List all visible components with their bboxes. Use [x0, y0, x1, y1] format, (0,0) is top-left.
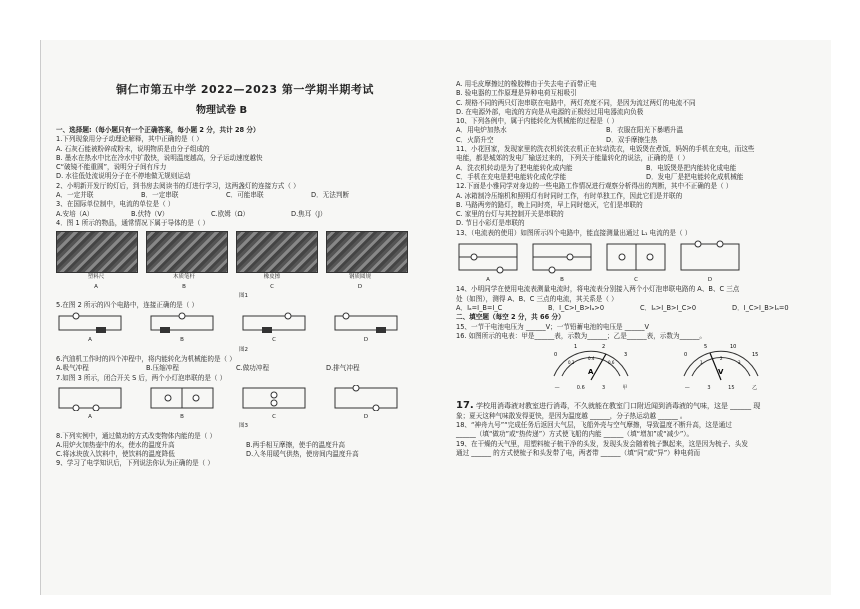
q17-line1	[456, 401, 826, 411]
q6-stem: 6.汽油机工作时的四个冲程中，将内能转化为机械能的是（ ）	[56, 355, 236, 364]
q4-letters	[56, 283, 431, 292]
q3-option-a: A.安培（A）	[56, 209, 94, 218]
q4-stem: 4．图 1 所示的物品，通常情况下属于导体的是（ ）	[56, 218, 210, 227]
q14-option-b: B．I_C>I_B>Iₐ>0	[548, 303, 605, 312]
ammeter-letter: A	[588, 368, 594, 377]
q4-letter-a: A	[94, 283, 98, 290]
q11-row2	[456, 173, 826, 182]
figure3-label: 图3	[239, 423, 248, 430]
q7-letter-a: A	[88, 413, 92, 420]
q12-option-b: B. 马路两旁的路灯，晚上同时亮，早上同时熄灭，它们是串联的	[456, 200, 643, 209]
q7-letter-d: D	[363, 413, 369, 420]
q5-stem: 5.在图 2 所示的四个电路中，连接正确的是（ ）	[56, 301, 199, 310]
voltmeter-label-1: 5	[704, 344, 708, 351]
figure2-circuits	[56, 312, 431, 334]
meter-terminals	[546, 384, 826, 393]
q5-letter-b: B	[180, 337, 184, 344]
q2-option-c: C．可能串联	[226, 191, 264, 200]
q4-photos	[56, 231, 431, 273]
q13-letters	[456, 276, 826, 285]
ammeter-terminal-neg: —	[554, 385, 560, 392]
q16-meters	[546, 344, 826, 384]
q17-line1-text: 学校用消毒液对教室进行消毒，不久就能在教室门口附近闻到消毒液的气味，这是 ______ 现	[475, 402, 761, 411]
q9-stem: 9、学习了电学知识后，下列说法你认为正确的是（ ）	[56, 459, 214, 468]
q12-option-a: A. 冰箱制冷压缩机和照明灯有时同时工作，有时单独工作，因此它们是并联的	[456, 191, 683, 200]
q8-option-d: D.入冬用暖气供热，使房间内温度升高	[246, 450, 359, 459]
voltmeter-terminal-15: 15	[728, 385, 735, 392]
q4-letter-c: C	[270, 283, 274, 290]
wooden-pen-photo	[146, 231, 228, 273]
q17-line2: 象；夏天这种气味散发得更快，是因为温度越 ______，分子热运动越 ______ 。	[456, 411, 687, 420]
q13-circuit-d	[678, 240, 742, 274]
q13-letter-b: B	[560, 277, 564, 284]
ammeter-label-4: 0.2	[568, 360, 575, 366]
circuit-diagram-q7a	[56, 385, 124, 411]
circuit-diagram-q7b	[148, 385, 216, 411]
voltmeter-terminal-3: 3	[707, 385, 711, 392]
q14-line1: 14、小明同学在使用电流表测量电流时，将电流表分别接入两个小灯泡串联电路的 A、B、C 三点	[456, 285, 740, 294]
q13-circuits	[456, 240, 826, 274]
q10-row2	[456, 136, 826, 145]
q1-option-c: C“破镜不能重圆”，说明分子间有斥力	[56, 163, 167, 172]
q6-option-a: A.吸气冲程	[56, 364, 89, 373]
q3-option-d: D.焦耳（J）	[291, 209, 327, 218]
q16-text: 16. 如图所示的电表：甲是______表，示数为______；乙是______表，示数为______。	[456, 331, 706, 340]
q4-caption-d: 钢质圆规	[348, 274, 371, 281]
voltmeter-caption: 乙	[752, 385, 758, 392]
q2-options	[56, 191, 431, 200]
q3-option-b: B.伏特（V）	[131, 209, 169, 218]
compass-photo	[326, 231, 408, 273]
q8-option-b: B.两手相互摩擦，使手的温度升高	[246, 440, 345, 449]
q11-line2: 电能，都是城郊的发电厂输送过来的，下列关于能量转化的说法，正确的是（ ）	[456, 154, 689, 163]
q18-line1: 18、“神舟九号”“完成任务后返回大气层，飞船外壳与空气摩擦，导致温度不断升高，这是通过	[456, 421, 732, 430]
q9-option-c: C. 规格不同的两只灯泡串联在电路中，两灯亮度不同，是因为流过两灯的电流不同	[456, 98, 696, 107]
q1-option-b: B. 墨水在热水中比在冷水中扩散快，说明温度越高，分子运动速度越快	[56, 153, 263, 162]
q2-option-b: B．一定串联	[141, 191, 179, 200]
circuit-diagram-b	[148, 312, 216, 334]
q8-stem: 8.下列实例中，通过做功的方式改变物体内能的是（ ）	[56, 431, 217, 440]
ammeter-label-6: 0.6	[608, 360, 615, 366]
q9-option-d: D. 在电源外部，电流的方向是从电源的正极经过用电器流向负极	[456, 107, 644, 116]
figure3-circuits	[56, 385, 431, 411]
q6-option-d: D.排气冲程	[326, 364, 360, 373]
voltmeter-label-4: 1	[700, 360, 703, 366]
q3-options	[56, 210, 431, 219]
q19-line1: 19、在干燥的天气里，用塑料梳子梳干净的头发，发现头发会随着梳子飘起来，这是因为梳子、头发	[456, 439, 748, 448]
q11-row1	[456, 164, 826, 173]
ammeter-caption: 甲	[622, 385, 628, 392]
q11-option-d: D．发电厂是把电能转化成机械能	[646, 172, 744, 181]
voltmeter-label-3: 15	[752, 352, 759, 359]
q8-option-a: A.用炉火加热壶中的水，使水的温度升高	[56, 440, 175, 449]
q7-letters	[56, 413, 431, 422]
q9-option-a: A. 用毛皮摩擦过的橡胶棒由于失去电子而带正电	[456, 80, 597, 88]
voltmeter-label-5: 2	[720, 356, 723, 362]
q1-stem: 1.下列现象用分子动理论解释，其中正确的是（ ）	[56, 135, 203, 144]
q11-option-a: A．洗衣机转动是为了把电能转化成内能	[456, 163, 573, 172]
voltmeter-terminal-neg: —	[684, 385, 690, 392]
q3-stem: 3、在国际单位制中，电流的单位是（ ）	[56, 200, 175, 209]
q12-option-c: C. 家里的台灯与其控制开关是串联的	[456, 210, 564, 219]
q7-letter-c: C	[272, 413, 276, 420]
q19-line2: 通过 ______ 的方式使梳子和头发带了电，两者带 ______（填“同”或“异”）种电荷而	[456, 448, 701, 457]
voltmeter-letter: V	[718, 368, 724, 377]
circuit-diagram-q7c	[240, 385, 308, 411]
q18-line2: ______（填“做功”或“热传递”）方式使飞船的内能 ______（填“增加”或“减少”）。	[456, 430, 694, 439]
q12-option-d: D. 节日小彩灯是串联的	[456, 219, 525, 228]
circuit-diagram-d	[332, 312, 400, 334]
q4-captions	[56, 273, 431, 282]
q2-option-d: D．无法判断	[311, 191, 350, 200]
q2-stem: 2、小明新开发厅的灯后，到书房去阅读书的灯进行学习，这两盏灯的连接方式（ ）	[56, 181, 300, 190]
ammeter-terminal-06: 0.6	[576, 385, 585, 392]
q8-option-c: C.将冰块放入饮料中，使饮料的温度降低	[56, 450, 175, 459]
q13-circuit-b	[530, 240, 594, 274]
q13-letter-c: C	[634, 277, 638, 284]
q5-letter-d: D	[363, 337, 369, 344]
circuit-diagram-q7d	[332, 385, 400, 411]
eraser-photo	[236, 231, 318, 273]
q14-option-c: C．Iₐ>I_B>I_C>0	[640, 303, 697, 312]
q14-options	[456, 304, 826, 313]
q13-circuit-c	[604, 240, 668, 274]
q13-stem: 13、（电流表的使用）如图所示四个电路中，能直接测量出通过 L₁ 电流的是（ ）	[456, 228, 692, 237]
voltmeter-label-2: 10	[730, 344, 737, 351]
q10-row1	[456, 126, 826, 135]
ammeter-dial	[546, 344, 636, 384]
q10-stem: 10、下列各例中，属于内能转化为机械能的过程是（ ）	[456, 117, 619, 126]
figure1-label: 图1	[239, 292, 248, 299]
q17-number: 17.	[456, 400, 474, 412]
voltmeter-label-0: 0	[684, 352, 688, 359]
q4-letter-d: D	[357, 283, 363, 290]
plastic-ruler-photo	[56, 231, 138, 273]
q1-option-d: D. 水往低处流说明分子在不停地做无规则运动	[56, 172, 191, 181]
q9-option-b: B. 验电器的工作原理是异种电荷互相吸引	[456, 89, 577, 98]
ammeter-label-0: 0	[554, 352, 558, 359]
q4-caption-c: 橡皮擦	[263, 274, 281, 281]
q3-option-c: C.欧姆（Ω）	[211, 209, 250, 218]
ammeter-terminals	[546, 384, 636, 393]
q7-letter-b: B	[180, 413, 184, 420]
q13-letter-a: A	[486, 277, 490, 284]
ammeter-label-5: 0.4	[588, 356, 595, 362]
circuit-diagram-a	[56, 312, 124, 334]
q6-option-b: B.压缩冲程	[146, 364, 179, 373]
exam-subtitle: 物理试卷 B	[196, 105, 248, 116]
q12-stem: 12.下面是小雅同学对身边的一些电路工作情况进行观察分析得出的判断，其中不正确的是（ ）	[456, 182, 733, 191]
q4-caption-b: 木质笔杆	[172, 274, 195, 281]
ammeter-label-1: 1	[574, 344, 578, 351]
q7-stem: 7.如图 3 所示，闭合开关 S 后，两个小灯泡串联的是（ ）	[56, 373, 227, 382]
ammeter-terminal-3: 3	[601, 385, 606, 392]
circuit-diagram-c	[240, 312, 308, 334]
section1-heading: 一、选择题:（每小题只有一个正确答案，每小题 2 分，共计 28 分）	[56, 126, 260, 134]
q14-option-a: A．Iₐ=I_B=I_C	[456, 303, 503, 312]
q4-letter-b: B	[182, 283, 186, 290]
q5-letter-a: A	[88, 337, 92, 344]
ammeter-label-2: 2	[602, 344, 606, 351]
q14-line2: 处（如图），测得 A、B、C 三点的电流，其关系是（ ）	[456, 294, 618, 303]
q10-option-a: A．用电炉加热水	[456, 126, 507, 135]
q13-circuit-a	[456, 240, 520, 274]
figure2-label: 图2	[239, 346, 248, 353]
q10-option-c: C．火箭升空	[456, 135, 494, 144]
q1-option-a: A. 石灰石能被粉碎成粉末，说明物质是由分子组成的	[56, 144, 210, 153]
voltmeter-dial	[676, 344, 766, 384]
q2-option-a: A．一定并联	[56, 191, 94, 200]
ammeter-label-3: 3	[624, 352, 628, 359]
q5-letter-c: C	[272, 337, 276, 344]
voltmeter-terminals	[676, 384, 766, 393]
q10-option-b: B．衣服在阳光下暴晒升温	[606, 126, 684, 135]
q5-letters	[56, 336, 431, 345]
q6-option-c: C.做功冲程	[236, 364, 270, 373]
q14-option-d: D．I_C>I_B>Iₐ=0	[732, 303, 789, 312]
q8-row1	[56, 441, 431, 450]
q15-text: 15、一节干电池电压为 ______V；一节铅蓄电池的电压是 ______V	[456, 322, 650, 331]
section2-heading: 二、填空题（每空 2 分，共 66 分）	[456, 313, 565, 322]
exam-title: 铜仁市第五中学 2022—2023 第一学期半期考试	[116, 83, 374, 96]
q10-option-d: D．双手摩擦生热	[606, 135, 658, 144]
q11-option-c: C．手机在充电是把电能转化成化学能	[456, 172, 567, 181]
q13-letter-d: D	[707, 277, 713, 284]
exam-sheet	[40, 40, 831, 595]
q4-caption-a: 塑料尺	[87, 274, 105, 281]
q6-options	[56, 364, 431, 373]
voltmeter-label-6: 3	[738, 360, 741, 366]
q11-line1: 11、小花回家，发现家里的洗衣机转洗衣机正在转动洗衣，电饭煲在煮饭，妈妈的手机在充电，而这些	[456, 145, 755, 154]
q11-option-b: B．电饭煲是把内能转化成电能	[646, 163, 737, 172]
